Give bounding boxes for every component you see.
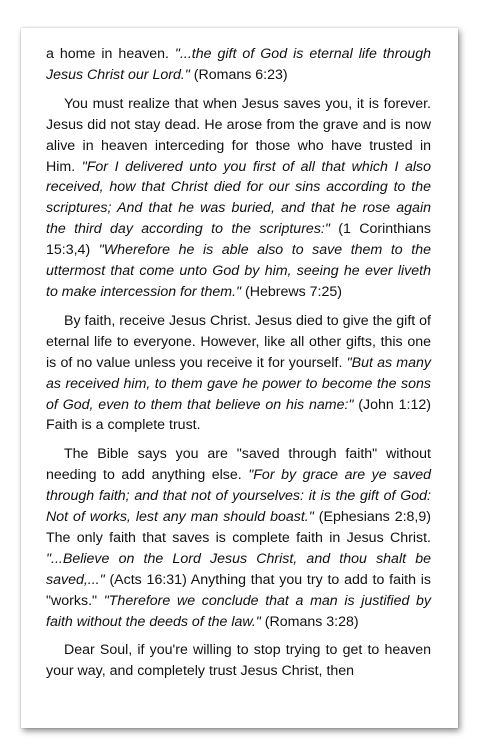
scripture-reference: (1 Corinthians 15:3,4) <box>46 221 431 259</box>
text-segment: The Bible says you are "saved through faith" without needing to add anything else. <box>46 446 431 484</box>
scripture-quote: "But as many as received him, to them gave he power to become the sons of God, even to them that believe on his name:" <box>46 354 431 413</box>
scripture-reference: (Acts 16:31) Anything that you try to add to faith is "works." <box>46 571 431 609</box>
text-segment: By faith, receive Jesus Christ. Jesus died to give the gift of eternal life to everyone. However, like all other gifts, this one is of no value unless you receive it for yourself. <box>46 312 431 371</box>
scripture-reference: (John 1:12) Faith is a complete trust. <box>46 396 431 434</box>
scripture-quote: "...the gift of God is eternal life through Jesus Christ our Lord." <box>46 46 431 83</box>
scripture-quote: "Therefore we conclude that a man is justified by faith without the deeds of the law." <box>46 592 431 630</box>
paragraph-3 <box>46 311 431 436</box>
text-segment: You must realize that when Jesus saves you, it is forever. Jesus did not stay dead. He arose from the grave and is now alive in heaven interceding for those who have trusted in Him. <box>46 95 431 175</box>
paragraph-4 <box>46 444 431 632</box>
book-page <box>21 28 458 728</box>
text-segment: a home in heaven. <box>46 46 175 62</box>
paragraph-5 <box>46 640 431 682</box>
scripture-quote: "Wherefore he is able also to save them to the uttermost that come unto God by him, seeing he ever liveth to make intercession for them." <box>46 242 431 300</box>
scripture-reference: (Romans 3:28) <box>260 613 359 630</box>
paragraph-2 <box>46 94 431 303</box>
scripture-quote: "For I delivered unto you first of all that which I also received, how that Christ died for our sins according to the scriptures; And that he was buried, and that he rose again the third day according to the scriptures:" <box>46 158 431 238</box>
scripture-reference: (Ephesians 2:8,9) The only faith that saves is complete faith in Jesus Christ. <box>46 509 431 546</box>
scripture-quote: "For by grace are ye saved through faith; and that not of yourselves: it is the gift of God: Not of works, lest any man should boast." <box>46 467 431 526</box>
scripture-quote: "...Believe on the Lord Jesus Christ, and thou shalt be saved,..." <box>46 550 431 588</box>
scripture-reference: (Hebrews 7:25) <box>241 283 343 300</box>
paragraph-1 <box>46 44 431 86</box>
text-segment: Dear Soul, if you're willing to stop trying to get to heaven your way, and completely trust Jesus Christ, then <box>46 642 431 680</box>
page-text <box>46 44 431 682</box>
scripture-reference: (Romans 6:23) <box>189 66 288 83</box>
